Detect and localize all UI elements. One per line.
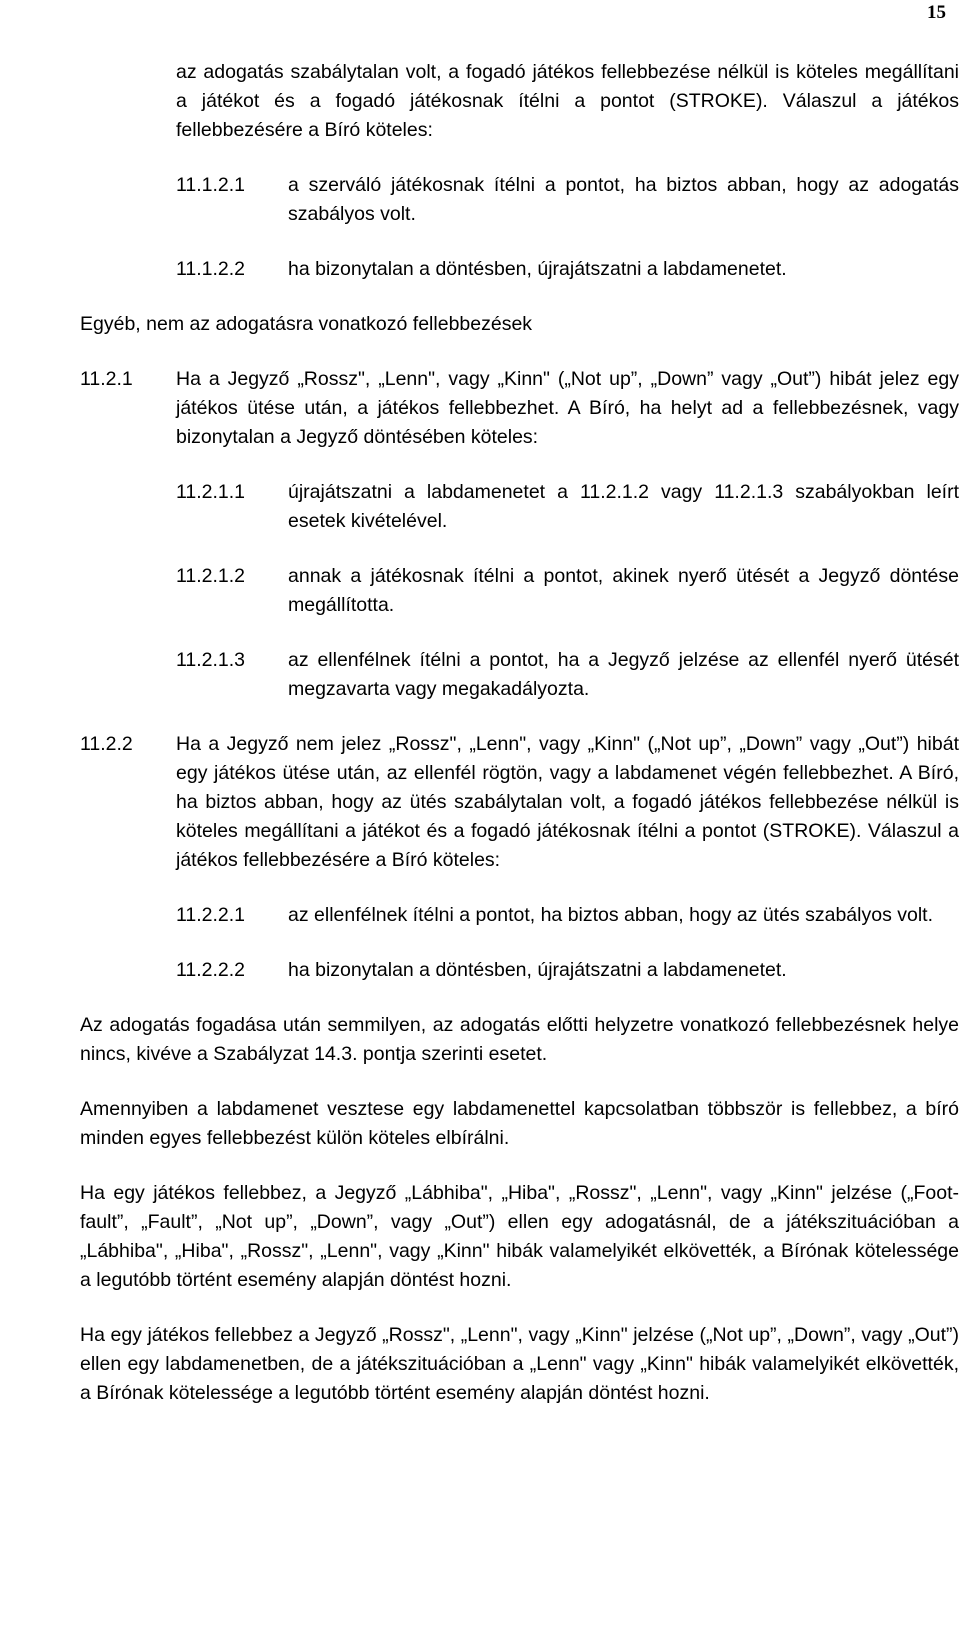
rule-11-2-1-2 (176, 562, 959, 620)
rule-11-2-1-3 (176, 646, 959, 704)
rule-11-2-1 (80, 365, 959, 452)
rule-number: 11.2.1.3 (176, 649, 246, 671)
rule-text: ha bizonytalan a döntésben, újrajátszatni a labdamenetet. (288, 959, 787, 981)
rule-number: 11.2.2.2 (176, 959, 246, 981)
rule-text: a szerváló játékosnak ítélni a pontot, ha biztos abban, hogy az adogatás szabályos volt. (288, 174, 959, 225)
rule-11-2-1-1 (176, 478, 959, 536)
rule-text: Az adogatás fogadása után semmilyen, az adogatás előtti helyzetre vonatkozó fellebbezésnek helye nincs, kivéve a Szabályzat 14.3. pontja szerinti esetet. (80, 1014, 959, 1065)
rule-11-2-2-2 (176, 956, 959, 985)
rule-11-2-2 (80, 730, 959, 875)
intro-paragraph: az adogatás szabálytalan volt, a fogadó játékos fellebbezése nélkül is köteles megállítani a játékot és a fogadó játékosnak ítélni a pontot (STROKE). Válaszul a játékos fellebbezésére a Bíró köteles: (176, 61, 959, 141)
page-number: 15 (927, 2, 946, 23)
rule-number: 11.2.1 (80, 368, 133, 390)
rule-text: ha bizonytalan a döntésben, újrajátszatni a labdamenetet. (288, 258, 787, 280)
rule-text: Ha egy játékos fellebbez a Jegyző „Rossz", „Lenn", vagy „Kinn" jelzése („Not up”, „Down”, vagy „Out”) ellen egy labdamenetben, de a játékszituációban a „Lenn" vagy „Kinn" hibák valamelyikét elkövették, a Bírónak kötelessége a legutóbb történt esemény alapján döntést hozni. (80, 1324, 959, 1404)
rule-text: Ha a Jegyző nem jelez „Rossz", „Lenn", vagy „Kinn" („Not up”, „Down” vagy „Out”) hibát egy játékos ütése után, az ellenfél rögtön, vagy a labdamenet végén fellebbezhet. A Bíró, ha biztos abban, hogy az ütés szabálytalan volt, a fogadó játékos fellebbezése nélkül is köteles megállítani a játékot és a fogadó játékosnak ítélni a pontot (STROKE). Válaszul a játékos fellebbezésére a Bíró köteles: (176, 733, 959, 871)
rule-11-4 (0, 1095, 959, 1153)
document-body (0, 58, 960, 1434)
rule-11-1-2-2 (176, 255, 959, 284)
rule-text: az ellenfélnek ítélni a pontot, ha biztos abban, hogy az ütés szabályos volt. (288, 904, 933, 926)
rule-11-3 (0, 1011, 959, 1069)
rule-number: 11.2.1.2 (176, 565, 246, 587)
rule-11-6 (0, 1321, 959, 1408)
rule-number: 11.2.2.1 (176, 904, 246, 926)
rule-11-2-2-1 (176, 901, 959, 930)
rule-11-5 (0, 1179, 959, 1295)
rule-text: Egyéb, nem az adogatásra vonatkozó fellebbezések (80, 313, 533, 335)
rule-text: újrajátszatni a labdamenetet a 11.2.1.2 vagy 11.2.1.3 szabályokban leírt esetek kivételével. (288, 481, 959, 532)
rule-number: 11.2.1.1 (176, 481, 246, 503)
rule-text: az ellenfélnek ítélni a pontot, ha a Jegyző jelzése az ellenfél nyerő ütését megzavarta vagy megakadályozta. (288, 649, 959, 700)
rule-text: Amennyiben a labdamenet vesztese egy labdamenettel kapcsolatban többször is fellebbez, a bíró minden egyes fellebbezést külön köteles elbírálni. (80, 1098, 959, 1149)
rule-11-2 (0, 310, 959, 339)
rule-text: annak a játékosnak ítélni a pontot, akinek nyerő ütését a Jegyző döntése megállította. (288, 565, 959, 616)
rule-text: Ha egy játékos fellebbez, a Jegyző „Lábhiba", „Hiba", „Rossz", „Lenn", vagy „Kinn" jelzése („Foot-fault”, „Fault”, „Not up”, „Down”, vagy „Out”) ellen egy adogatásnál, de a játékszituációban a „Lábhiba", „Hiba", „Rossz", „Lenn", vagy „Kinn" hibák valamelyikét elkövették, a Bírónak kötelessége a legutóbb történt esemény alapján döntést hozni. (80, 1182, 959, 1291)
rule-number: 11.1.2.2 (176, 258, 246, 280)
rule-number: 11.2.2 (80, 733, 133, 755)
rule-11-1-2-1 (176, 171, 959, 229)
rule-text: Ha a Jegyző „Rossz", „Lenn", vagy „Kinn" („Not up”, „Down” vagy „Out”) hibát jelez egy játékos ütése után, a játékos fellebbezhet. A Bíró, ha helyt ad a fellebbezésnek, vagy bizonytalan a Jegyző döntésében köteles: (176, 368, 959, 448)
rule-number: 11.1.2.1 (176, 174, 246, 196)
